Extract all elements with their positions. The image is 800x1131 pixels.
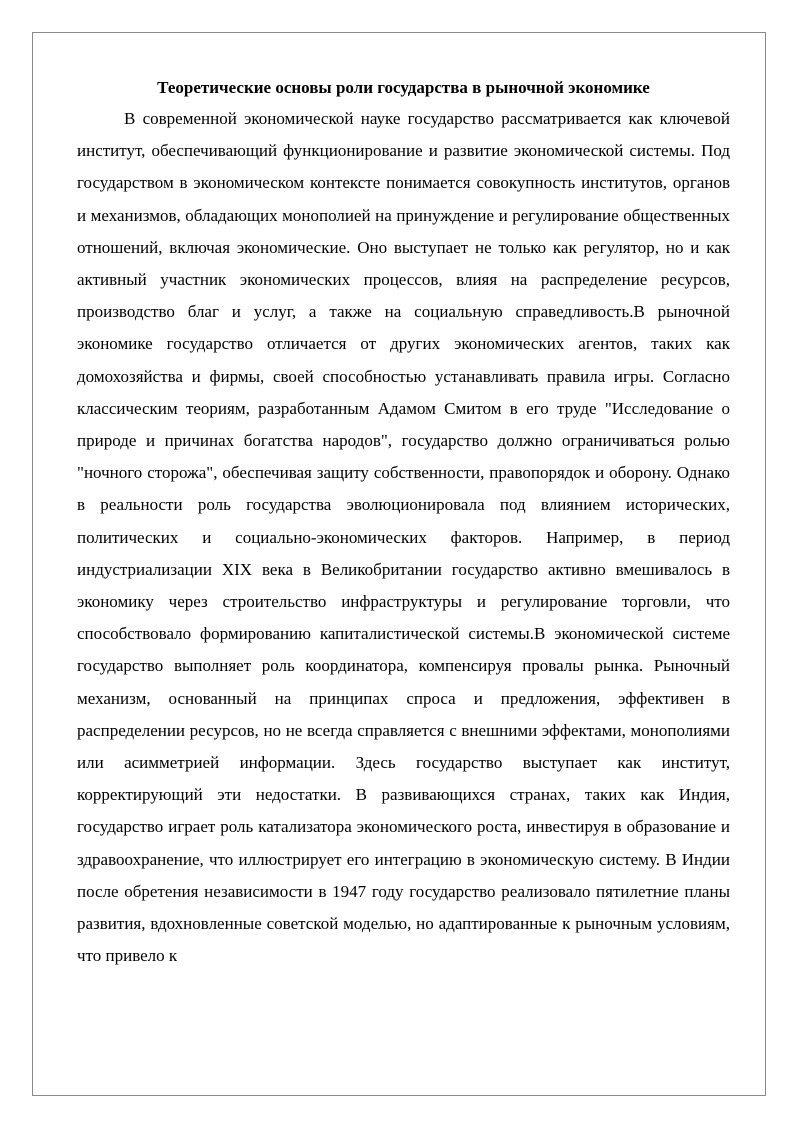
document-paragraph: В современной экономической науке государство рассматривается как ключевой институт, обеспечивающий функционирование и развитие экономической системы. Под государством в экономическом контексте понимается совокупность институтов, органов и механизмов, обладающих монополией на принуждение и регулирование общественных отношений, включая экономические. Оно выступает не только как регулятор, но и как активный участник экономических процессов, влияя на распределение ресурсов, производство благ и услуг, а также на социальную справедливость.В рыночной экономике государство отличается от других экономических агентов, таких как домохозяйства и фирмы, своей способностью устанавливать правила игры. Согласно классическим теориям, разработанным Адамом Смитом в его труде "Исследование о природе и причинах богатства народов", государство должно ограничиваться ролью "ночного сторожа", обеспечивая защиту собственности, правопорядок и оборону. Однако в реальности роль государства эволюционировала под влиянием исторических, политических и социально-экономических факторов. Например, в период индустриализации XIX века в Великобритании государство активно вмешивалось в экономику через строительство инфраструктуры и регулирование торговли, что способствовало формированию капиталистической системы.В экономической системе государство выполняет роль координатора, компенсируя провалы рынка. Рыночный механизм, основанный на принципах спроса и предложения, эффективен в распределении ресурсов, но не всегда справляется с внешними эффектами, монополиями или асимметрией информации. Здесь государство выступает как институт, корректирующий эти недостатки. В развивающихся странах, таких как Индия, государство играет роль катализатора экономического роста, инвестируя в образование и здравоохранение, что иллюстрирует его интеграцию в экономическую систему. В Индии после обретения независимости в 1947 году государство реализовало пятилетние планы развития, вдохновленные советской моделью, но адаптированные к рыночным условиям, что привело к — [77, 109, 730, 966]
document-title: Теоретические основы роли государства в рыночной экономике — [157, 78, 650, 97]
document-page — [32, 32, 766, 1096]
document-content — [77, 73, 730, 972]
